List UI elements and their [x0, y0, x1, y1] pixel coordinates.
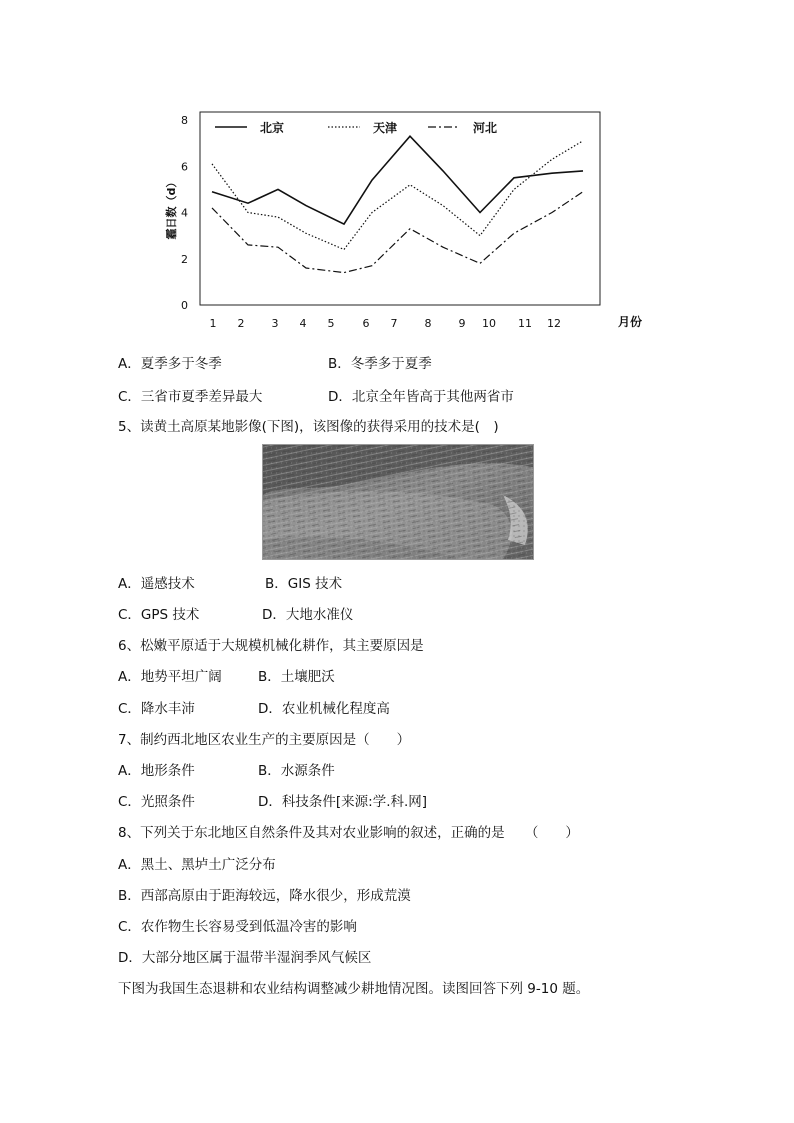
q5-stem: 5、读黄土高原某地影像(下图)，该图像的获得采用的技术是( ) [118, 419, 499, 435]
q7-stem: 7、制约西北地区农业生产的主要原因是（ ） [118, 732, 411, 748]
x-tick-label: 1 [209, 317, 217, 330]
series-line-1 [212, 136, 583, 224]
q8-option-d: D．大部分地区属于温带半湿润季风气候区 [118, 950, 372, 966]
q7-option-a: A．地形条件 [118, 763, 195, 779]
q7-option-d: D．科技条件[来源:学.科.网] [258, 794, 428, 810]
q4-option-b: B．冬季多于夏季 [328, 356, 432, 372]
q5-option-a: A．遥感技术 [118, 576, 195, 592]
q7-option-c: C．光照条件 [118, 794, 195, 810]
q4-option-a: A．夏季多于冬季 [118, 356, 222, 372]
haze-days-line-chart [160, 105, 650, 335]
x-tick-label: 11 [518, 317, 532, 330]
q6-stem: 6、松嫩平原适于大规模机械化耕作，其主要原因是 [118, 638, 424, 654]
y-axis-label: 霾日数（d） [165, 176, 178, 240]
x-tick-label: 6 [362, 317, 370, 330]
series-line-2 [212, 141, 583, 250]
q6-option-c: C．降水丰沛 [118, 701, 195, 717]
y-tick-label: 0 [181, 299, 188, 312]
loess-plateau-remote-sensing-image [262, 444, 534, 560]
q5-option-c: C．GPS 技术 [118, 607, 200, 623]
y-tick-label: 2 [181, 252, 188, 266]
x-tick-label: 8 [424, 317, 432, 330]
x-tick-label: 4 [299, 317, 307, 330]
q4-option-c: C．三省市夏季差异最大 [118, 389, 263, 405]
y-tick-label: 6 [181, 160, 188, 174]
x-tick-label: 7 [390, 317, 398, 330]
q5-option-b: B．GIS 技术 [265, 576, 343, 592]
q8-option-a: A．黑土、黑垆土广泛分布 [118, 857, 276, 873]
series-line-3 [212, 192, 583, 273]
legend-label-1: 北京 [260, 121, 285, 135]
x-tick-label: 5 [327, 317, 335, 330]
q8-option-c: C．农作物生长容易受到低温冷害的影响 [118, 919, 357, 935]
y-tick-label: 4 [181, 206, 188, 220]
plot-frame [200, 112, 600, 305]
q7-option-b: B．水源条件 [258, 763, 335, 779]
x-tick-label: 12 [547, 317, 561, 330]
y-tick-label: 8 [181, 114, 188, 127]
q6-option-a: A．地势平坦广阔 [118, 669, 222, 685]
q9-10-intro: 下图为我国生态退耕和农业结构调整减少耕地情况图。读图回答下列 9-10 题。 [118, 981, 590, 997]
x-tick-label: 3 [271, 317, 279, 330]
q8-stem: 8、下列关于东北地区自然条件及其对农业影响的叙述，正确的是 （ ） [118, 825, 579, 841]
x-tick-label: 9 [458, 317, 466, 330]
q6-option-d: D．农业机械化程度高 [258, 701, 390, 717]
q5-option-d: D．大地水准仪 [262, 607, 354, 623]
q6-option-b: B．土壤肥沃 [258, 669, 335, 685]
q4-option-d: D．北京全年皆高于其他两省市 [328, 389, 514, 405]
x-tick-label: 10 [482, 317, 496, 330]
legend-label-2: 天津 [373, 121, 398, 135]
x-axis-label: 月份 [618, 315, 643, 329]
q8-option-b: B．西部高原由于距海较远，降水很少，形成荒漠 [118, 888, 411, 904]
x-tick-label: 2 [237, 317, 245, 330]
legend-label-3: 河北 [473, 121, 498, 135]
